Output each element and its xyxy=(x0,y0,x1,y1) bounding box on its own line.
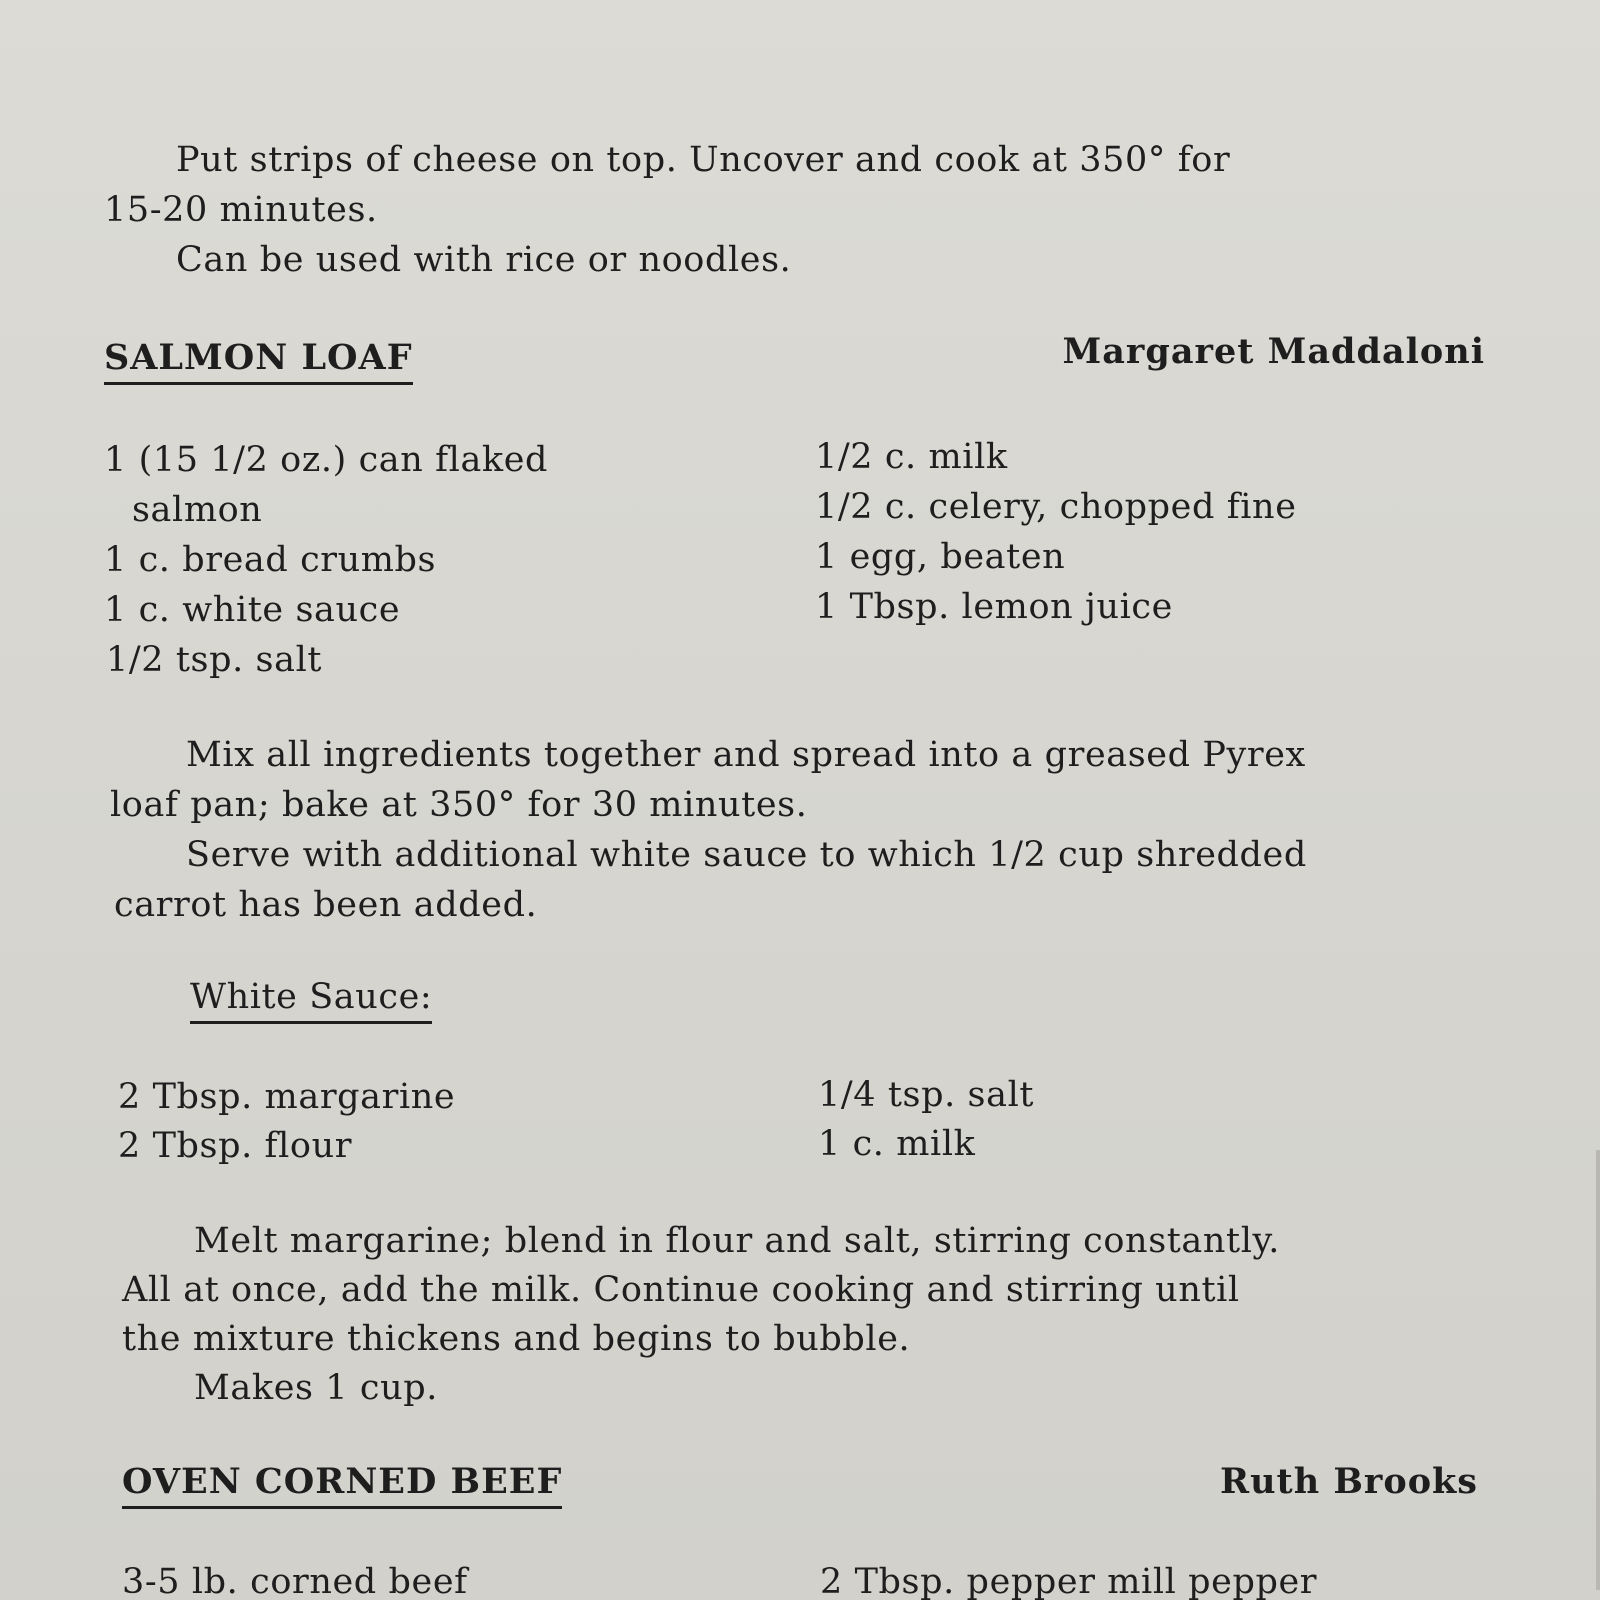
white-sauce-directions-line-4: Makes 1 cup. xyxy=(194,1368,438,1408)
white-sauce-ingredient-right-1: 1/4 tsp. salt xyxy=(818,1075,1035,1115)
white-sauce-title: White Sauce: xyxy=(190,975,432,1024)
salmon-directions-line-2: loaf pan; bake at 350° for 30 minutes. xyxy=(110,785,808,825)
salmon-ingredient-left-4: 1 c. white sauce xyxy=(104,590,401,630)
salmon-loaf-title: SALMON LOAF xyxy=(104,336,413,385)
salmon-ingredient-right-1: 1/2 c. milk xyxy=(815,437,1008,477)
white-sauce-ingredient-left-2: 2 Tbsp. flour xyxy=(118,1126,353,1166)
salmon-loaf-author: Margaret Maddaloni xyxy=(1062,331,1485,372)
corned-beef-ingredient-left-1: 3-5 lb. corned beef xyxy=(122,1562,468,1600)
white-sauce-directions-line-1: Melt margarine; blend in flour and salt, stirring constantly. xyxy=(194,1221,1280,1261)
salmon-ingredient-left-2: salmon xyxy=(132,490,263,530)
white-sauce-ingredient-left-1: 2 Tbsp. margarine xyxy=(118,1077,456,1117)
oven-corned-beef-title: OVEN CORNED BEEF xyxy=(122,1460,562,1509)
oven-corned-beef-author: Ruth Brooks xyxy=(1220,1461,1478,1502)
intro-line-2: 15-20 minutes. xyxy=(104,190,378,230)
white-sauce-directions-line-3: the mixture thickens and begins to bubble. xyxy=(122,1319,911,1359)
intro-line-3: Can be used with rice or noodles. xyxy=(176,240,792,280)
salmon-directions-line-1: Mix all ingredients together and spread into a greased Pyrex xyxy=(186,735,1306,775)
salmon-ingredient-left-1: 1 (15 1/2 oz.) can flaked xyxy=(104,440,549,480)
white-sauce-directions-line-2: All at once, add the milk. Continue cooking and stirring until xyxy=(122,1270,1240,1310)
page-edge-shadow xyxy=(1596,1150,1600,1590)
salmon-ingredient-right-2: 1/2 c. celery, chopped fine xyxy=(815,487,1297,527)
salmon-ingredient-right-3: 1 egg, beaten xyxy=(815,537,1066,577)
corned-beef-ingredient-right-1: 2 Tbsp. pepper mill pepper xyxy=(820,1562,1318,1600)
salmon-directions-line-3: Serve with additional white sauce to which 1/2 cup shredded xyxy=(186,835,1307,875)
intro-line-1: Put strips of cheese on top. Uncover and cook at 350° for xyxy=(176,140,1231,180)
salmon-ingredient-right-4: 1 Tbsp. lemon juice xyxy=(815,587,1173,627)
salmon-directions-line-4: carrot has been added. xyxy=(114,885,538,925)
white-sauce-ingredient-right-2: 1 c. milk xyxy=(818,1124,976,1164)
salmon-ingredient-left-5: 1/2 tsp. salt xyxy=(106,640,323,680)
salmon-ingredient-left-3: 1 c. bread crumbs xyxy=(104,540,437,580)
